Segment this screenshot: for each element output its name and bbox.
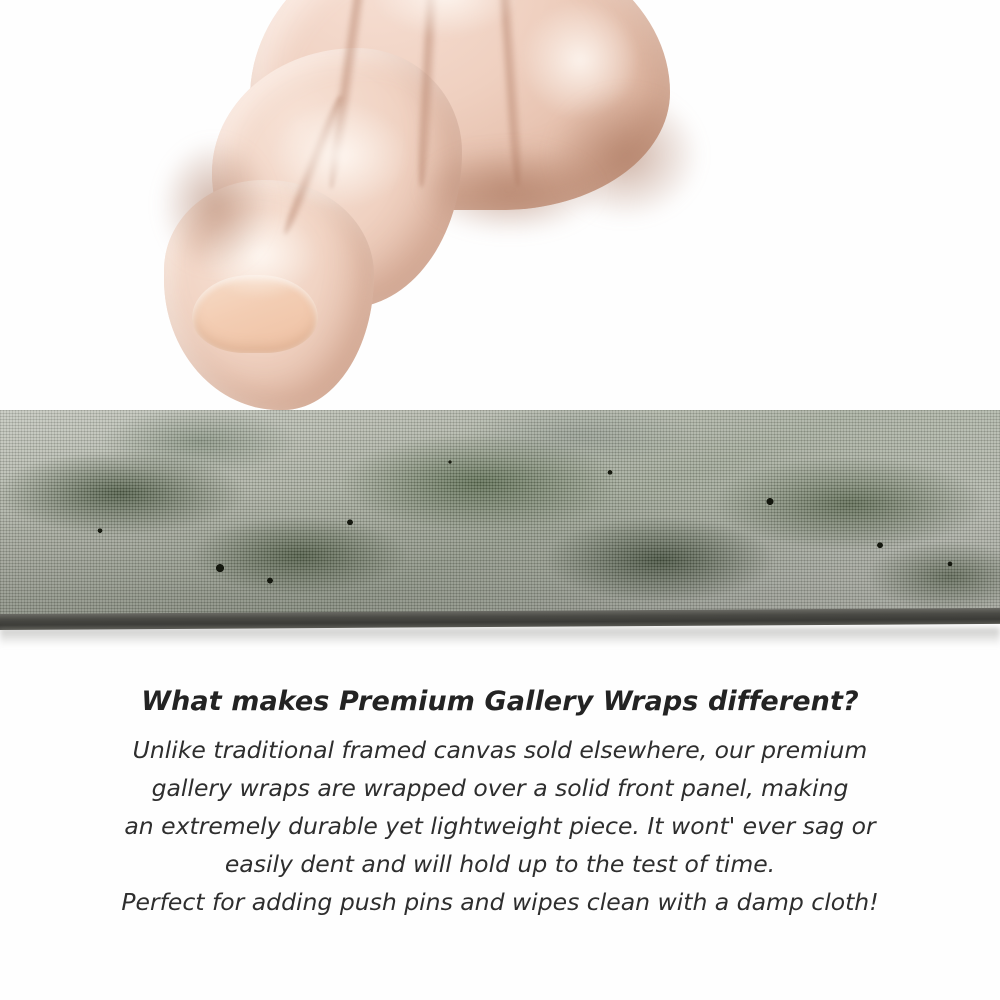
copy-line: an extremely durable yet lightweight piece. It wont' ever sag or: [124, 812, 876, 840]
copy-heading: What makes Premium Gallery Wraps different?: [141, 686, 859, 717]
hand-photo-area: [0, 0, 1000, 420]
copy-line: easily dent and will hold up to the test of time.: [224, 850, 776, 878]
copy-line: Unlike traditional framed canvas sold elsewhere, our premium: [132, 736, 868, 764]
marketing-copy-block: [0, 686, 1000, 921]
skin-shadow: [160, 140, 270, 270]
canvas-drop-shadow: [0, 628, 1000, 646]
copy-line: Perfect for adding push pins and wipes clean with a damp cloth!: [121, 888, 879, 916]
skin-highlight: [270, 100, 410, 210]
canvas-artwork-surface: [0, 410, 1000, 618]
human-hand-illustration: [120, 0, 680, 420]
copy-line: gallery wraps are wrapped over a solid front panel, making: [151, 774, 849, 802]
gallery-wrap-panel: [0, 410, 1000, 642]
skin-shadow: [420, 145, 600, 235]
